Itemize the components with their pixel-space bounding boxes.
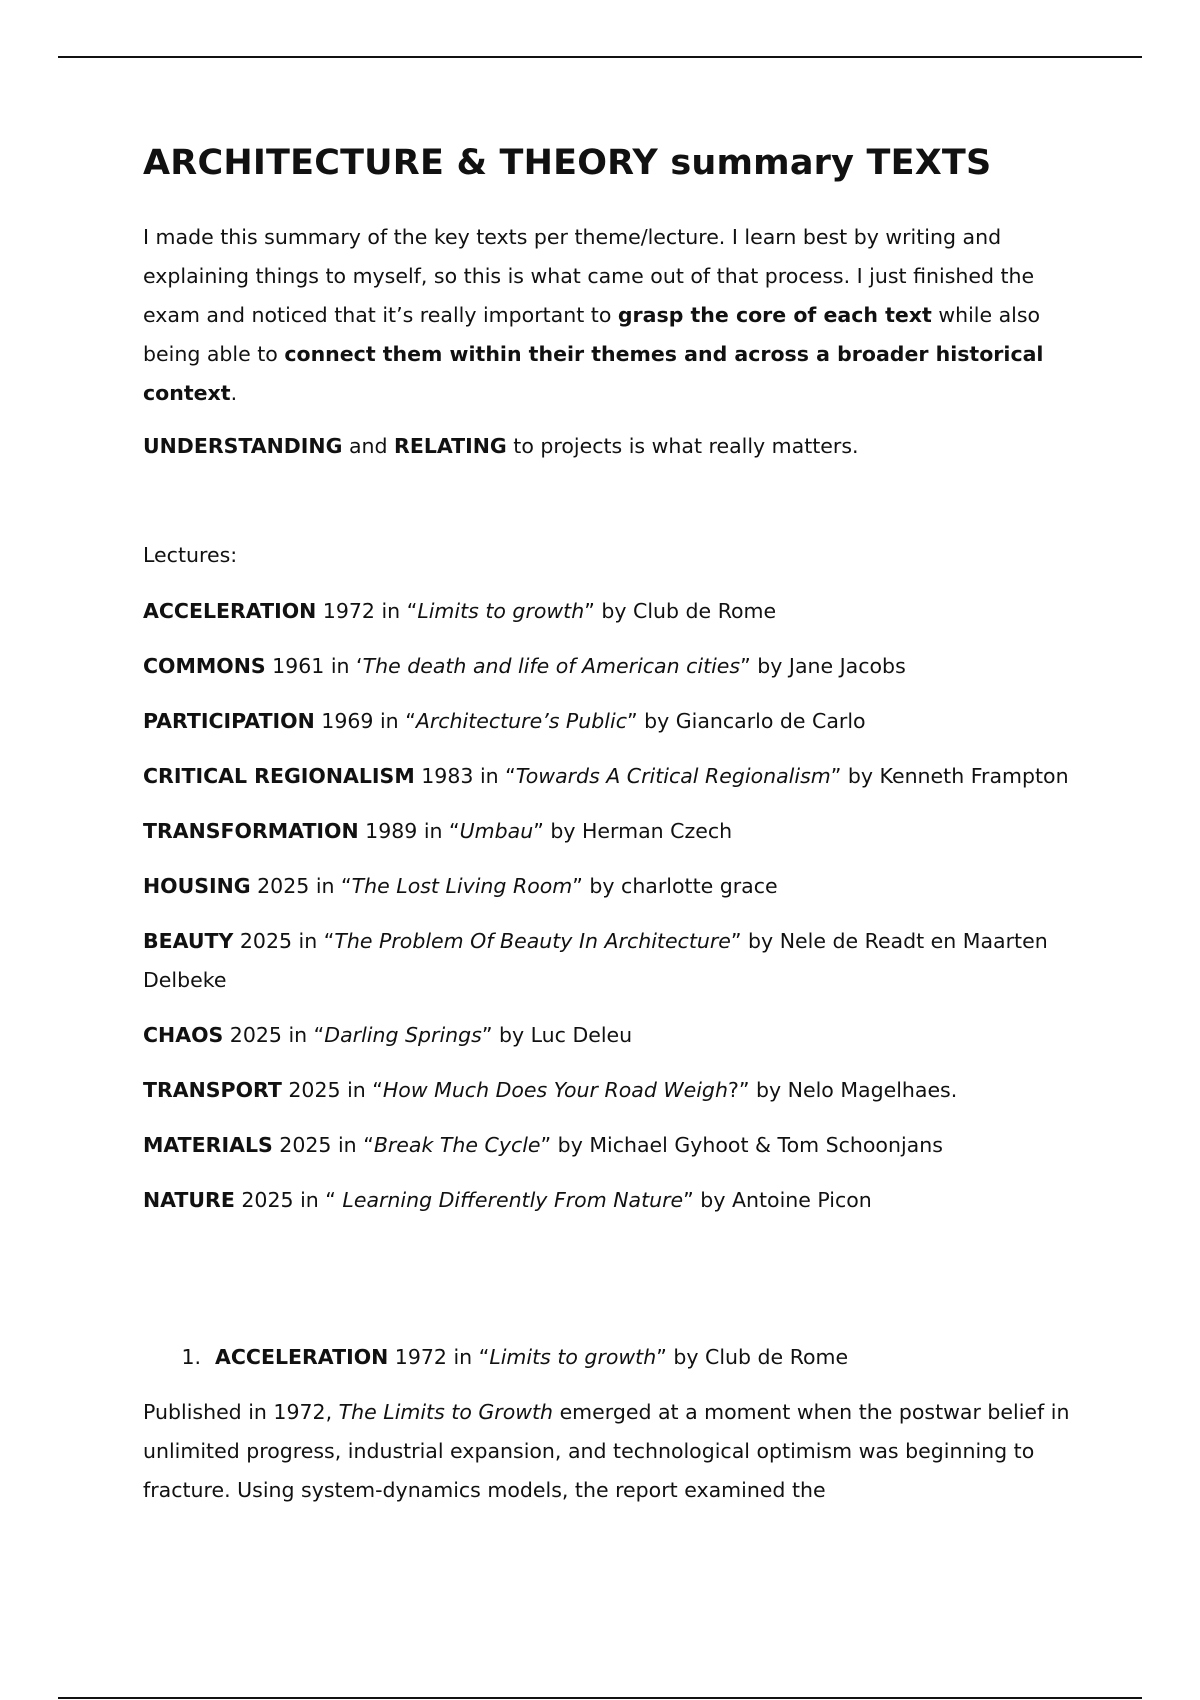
section-title xyxy=(215,1338,848,1377)
lecture-theme: MATERIALS xyxy=(143,1133,273,1157)
lecture-year: 1961 in ‘ xyxy=(265,654,363,678)
lecture-author: ” by Kenneth Frampton xyxy=(830,764,1069,788)
intro-emphasis: connect them within their themes and across a broader historical context xyxy=(143,342,1044,405)
body-text: emerged at a moment when the postwar belief in unlimited progress, industrial expansion, and technological optimism was beginning to fracture. Using system-dynamics models, the report examined the xyxy=(143,1400,1070,1502)
lecture-text-title: Limits to growth xyxy=(417,599,585,623)
footer-rule xyxy=(58,1697,1142,1699)
lecture-text-title: Learning Differently From Nature xyxy=(342,1188,684,1212)
section-year: 1972 in “ xyxy=(388,1345,490,1369)
lecture-year: 1969 in “ xyxy=(314,709,416,733)
lecture-text-title: The Lost Living Room xyxy=(351,874,573,898)
lecture-text-title: Architecture’s Public xyxy=(415,709,627,733)
section-theme: ACCELERATION xyxy=(215,1345,389,1369)
lecture-item xyxy=(143,702,1073,741)
lectures-heading: Lectures: xyxy=(143,543,238,567)
lecture-year: 1989 in “ xyxy=(358,819,460,843)
lecture-year: 2025 in “ xyxy=(272,1133,374,1157)
document-title: ARCHITECTURE & THEORY summary TEXTS xyxy=(143,143,992,183)
lecture-item xyxy=(143,1126,1073,1165)
lecture-year: 1983 in “ xyxy=(414,764,516,788)
lecture-author: ” by Antoine Picon xyxy=(683,1188,872,1212)
lecture-item xyxy=(143,867,1073,906)
lecture-author: ” by Nele de Readt en Maarten Delbeke xyxy=(143,929,1048,992)
lecture-theme: PARTICIPATION xyxy=(143,709,315,733)
lecture-item xyxy=(143,1071,1073,1110)
lecture-item xyxy=(143,647,1073,686)
lecture-year: 2025 in “ xyxy=(281,1078,383,1102)
body-italic: The Limits to Growth xyxy=(338,1400,554,1424)
lecture-author: ?” by Nelo Magelhaes. xyxy=(727,1078,958,1102)
lecture-theme: BEAUTY xyxy=(143,929,234,953)
lecture-year: 2025 in “ xyxy=(233,929,335,953)
lecture-author: ” by Jane Jacobs xyxy=(740,654,906,678)
lecture-theme: CHAOS xyxy=(143,1023,224,1047)
intro-text: . xyxy=(230,381,238,405)
lecture-theme: HOUSING xyxy=(143,874,251,898)
lecture-author: ” by Michael Gyhoot & Tom Schoonjans xyxy=(540,1133,943,1157)
lecture-item xyxy=(143,757,1073,796)
intro-paragraph xyxy=(143,218,1073,413)
lecture-year: 1972 in “ xyxy=(316,599,418,623)
section-text-title: Limits to growth xyxy=(489,1345,657,1369)
relating-emphasis: RELATING xyxy=(394,434,507,458)
lecture-year: 2025 in “ xyxy=(250,874,352,898)
lecture-author: ” by Giancarlo de Carlo xyxy=(626,709,866,733)
lecture-text-title: The Problem Of Beauty In Architecture xyxy=(334,929,731,953)
relating-emphasis: UNDERSTANDING xyxy=(143,434,343,458)
lecture-item xyxy=(143,812,1073,851)
body-text: Published in 1972, xyxy=(143,1400,339,1424)
intro-emphasis: grasp the core of each text xyxy=(617,303,932,327)
lecture-theme: ACCELERATION xyxy=(143,599,317,623)
lecture-theme: CRITICAL REGIONALISM xyxy=(143,764,415,788)
header-rule xyxy=(58,56,1142,58)
intro-text: I made this summary of the key texts per theme/lecture. I learn best by writing and explaining things to myself, so this is what came out of that process. I just finished the exam and noticed that it’s really important to xyxy=(143,225,1035,327)
section-number: 1. xyxy=(181,1345,201,1369)
section-heading xyxy=(143,1338,1073,1377)
lecture-theme: TRANSFORMATION xyxy=(143,819,359,843)
section-body-paragraph xyxy=(143,1393,1073,1510)
relating-text: and xyxy=(342,434,395,458)
lecture-list xyxy=(143,592,1073,1220)
lecture-theme: TRANSPORT xyxy=(143,1078,282,1102)
lecture-text-title: Umbau xyxy=(459,819,534,843)
lecture-author: ” by Luc Deleu xyxy=(481,1023,633,1047)
lecture-text-title: The death and life of American cities xyxy=(362,654,741,678)
lecture-text-title: Darling Springs xyxy=(324,1023,482,1047)
lecture-author: ” by charlotte grace xyxy=(572,874,778,898)
lecture-item xyxy=(143,592,1073,631)
lecture-item xyxy=(143,1181,1073,1220)
lecture-year: 2025 in “ xyxy=(234,1188,343,1212)
relating-paragraph xyxy=(143,427,1073,466)
relating-text: to projects is what really matters. xyxy=(506,434,859,458)
lecture-item xyxy=(143,922,1073,1000)
lecture-item xyxy=(143,1016,1073,1055)
lecture-author: ” by Herman Czech xyxy=(533,819,733,843)
lecture-year: 2025 in “ xyxy=(223,1023,325,1047)
lecture-text-title: Break The Cycle xyxy=(373,1133,541,1157)
section-author: ” by Club de Rome xyxy=(656,1345,849,1369)
lecture-text-title: Towards A Critical Regionalism xyxy=(515,764,831,788)
lecture-theme: NATURE xyxy=(143,1188,235,1212)
lecture-author: ” by Club de Rome xyxy=(584,599,777,623)
lecture-theme: COMMONS xyxy=(143,654,266,678)
document-body xyxy=(143,138,1073,1510)
intro-text: while also being able to xyxy=(143,303,1041,366)
lecture-text-title: How Much Does Your Road Weigh xyxy=(382,1078,728,1102)
